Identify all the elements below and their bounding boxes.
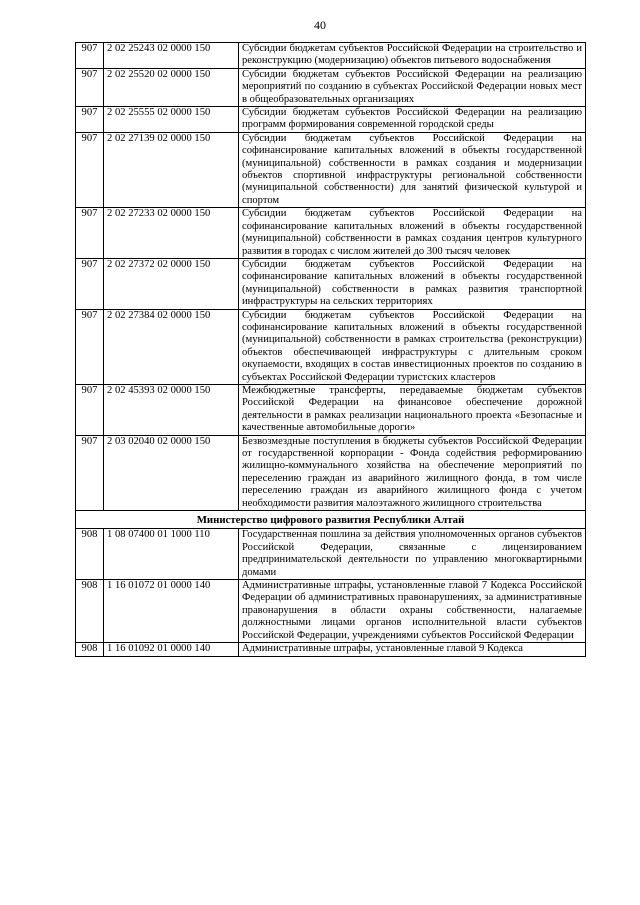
admin-code: 907 — [76, 43, 104, 69]
budget-classification-code: 2 02 45393 02 0000 150 — [104, 384, 239, 435]
section-title: Министерство цифрового развития Республики Алтай — [76, 511, 586, 529]
admin-code: 907 — [76, 384, 104, 435]
table-row — [76, 208, 586, 259]
admin-code: 907 — [76, 132, 104, 207]
table-row — [76, 132, 586, 207]
revenue-name: Межбюджетные трансферты, передаваемые бюджетам субъектов Российской Федерации на финансовое обеспечение дорожной деятельности в рамках реализации национального проекта «Безопасные и качественные автомобильные дороги» — [239, 384, 586, 435]
budget-classification-code: 1 16 01092 01 0000 140 — [104, 643, 239, 656]
table-row — [76, 643, 586, 656]
table-row — [76, 529, 586, 580]
table-row — [76, 258, 586, 309]
page-number: 40 — [314, 18, 326, 32]
admin-code: 908 — [76, 529, 104, 580]
revenue-name: Субсидии бюджетам субъектов Российской Федерации на софинансирование капитальных вложений в объекты государственной (муниципальной) собственности в рамках создания и модернизации объектов спортивной инфраструктуры региональной собственности (муниципальной собственности) для занятий физической культурой и спортом — [239, 132, 586, 207]
budget-classification-code: 2 02 27233 02 0000 150 — [104, 208, 239, 259]
revenue-name: Государственная пошлина за действия уполномоченных органов субъектов Российской Федерации, связанные с лицензированием предпринимательской деятельности по управлению многоквартирными домами — [239, 529, 586, 580]
revenue-name: Субсидии бюджетам субъектов Российской Федерации на реализацию программ формирования современной городской среды — [239, 107, 586, 133]
admin-code: 907 — [76, 68, 104, 106]
table-row — [76, 384, 586, 435]
admin-code: 908 — [76, 643, 104, 656]
budget-classification-code: 1 08 07400 01 1000 110 — [104, 529, 239, 580]
budget-classification-code: 1 16 01072 01 0000 140 — [104, 580, 239, 643]
revenue-name: Административные штрафы, установленные главой 7 Кодекса Российской Федерации об административных правонарушениях, за административные правонарушения в области охраны собственности, налагаемые должностными лицами органов исполнительной власти субъектов Российской Федерации, учреждениями субъектов Российской Федерации — [239, 580, 586, 643]
admin-code: 907 — [76, 435, 104, 510]
revenue-name: Субсидии бюджетам субъектов Российской Федерации на софинансирование капитальных вложений в объекты государственной (муниципальной) собственности в рамках строительства (реконструкции) объектов обеспечивающей инфраструктуры с длительным сроком окупаемости, входящих в состав инвестиционных проектов по созданию в субъектах Российской Федерации туристских кластеров — [239, 309, 586, 384]
admin-code: 908 — [76, 580, 104, 643]
table-row — [76, 435, 586, 510]
section-header-row — [76, 511, 586, 529]
budget-classification-code: 2 02 25555 02 0000 150 — [104, 107, 239, 133]
admin-code: 907 — [76, 258, 104, 309]
revenue-name: Субсидии бюджетам субъектов Российской Федерации на софинансирование капитальных вложений в объекты государственной (муниципальной) собственности в рамках создания центров культурного развития в городах с числом жителей до 300 тысяч человек — [239, 208, 586, 259]
revenue-name: Субсидии бюджетам субъектов Российской Федерации на реализацию мероприятий по созданию в субъектах Российской Федерации новых мест в общеобразовательных организациях — [239, 68, 586, 106]
table-row — [76, 68, 586, 106]
budget-classification-code: 2 03 02040 02 0000 150 — [104, 435, 239, 510]
admin-code: 907 — [76, 208, 104, 259]
table-row — [76, 43, 586, 69]
revenue-name: Субсидии бюджетам субъектов Российской Федерации на строительство и реконструкцию (модернизацию) объектов питьевого водоснабжения — [239, 43, 586, 69]
budget-classification-code: 2 02 25243 02 0000 150 — [104, 43, 239, 69]
revenue-name: Субсидии бюджетам субъектов Российской Федерации на софинансирование капитальных вложений в объекты государственной (муниципальной) собственности в рамках развития транспортной инфраструктуры на сельских территориях — [239, 258, 586, 309]
table-row — [76, 580, 586, 643]
budget-classification-code: 2 02 25520 02 0000 150 — [104, 68, 239, 106]
admin-code: 907 — [76, 309, 104, 384]
revenue-codes-table — [75, 42, 586, 657]
revenue-name: Административные штрафы, установленные главой 9 Кодекса — [239, 643, 586, 656]
budget-classification-code: 2 02 27372 02 0000 150 — [104, 258, 239, 309]
revenue-name: Безвозмездные поступления в бюджеты субъектов Российской Федерации от государственной корпорации - Фонда содействия реформированию жилищно-коммунального хозяйства на обеспечение мероприятий по переселению граждан из аварийного жилищного фонда, в том числе переселению граждан из аварийного жилищного фонда с учетом необходимости развития малоэтажного жилищного строительства — [239, 435, 586, 510]
table-row — [76, 107, 586, 133]
budget-classification-code: 2 02 27139 02 0000 150 — [104, 132, 239, 207]
table-row — [76, 309, 586, 384]
budget-classification-code: 2 02 27384 02 0000 150 — [104, 309, 239, 384]
admin-code: 907 — [76, 107, 104, 133]
